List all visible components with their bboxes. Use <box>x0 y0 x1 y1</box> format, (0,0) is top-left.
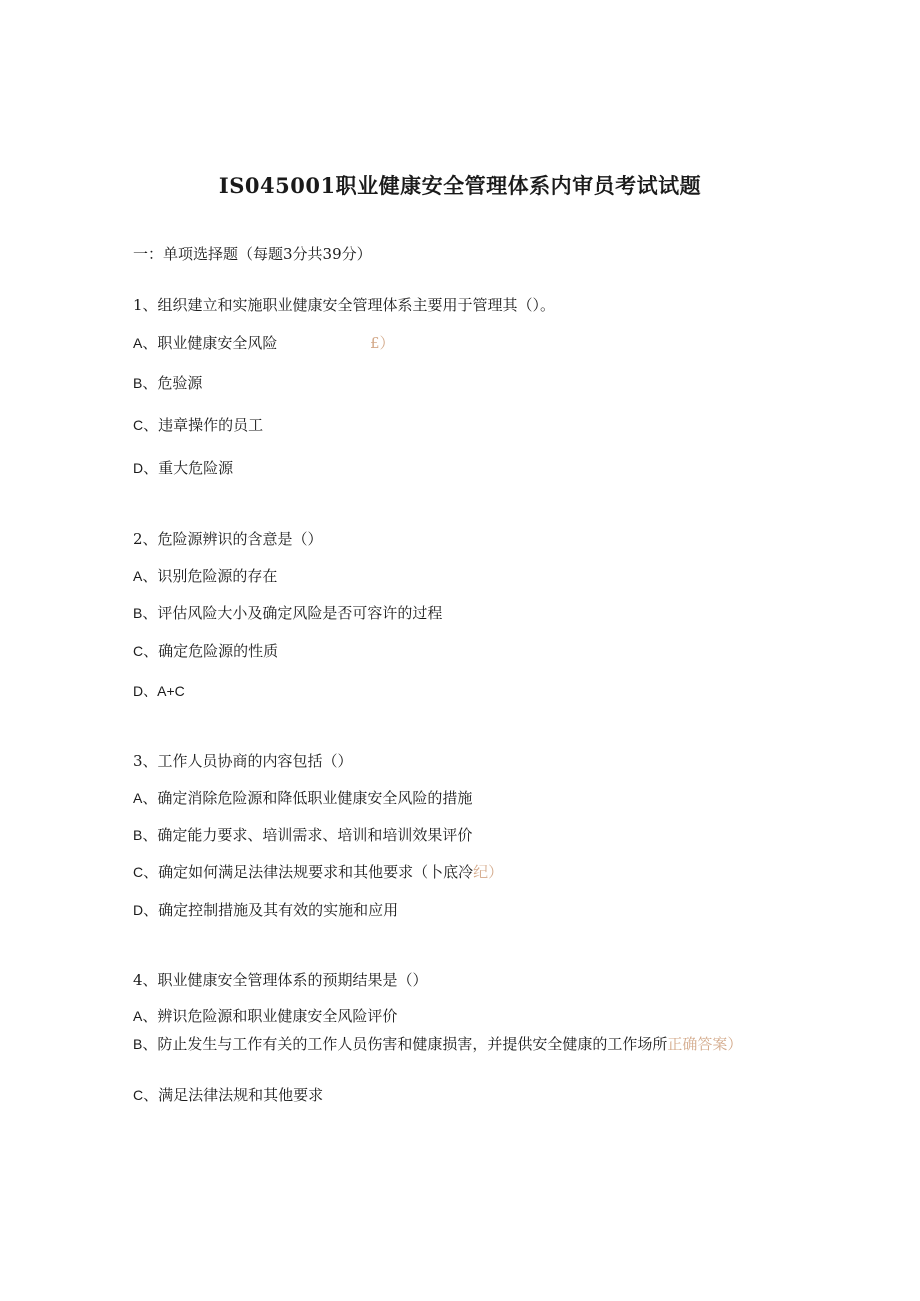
faint-annotation: 正确答案） <box>667 1035 743 1053</box>
option-letter: A <box>133 790 143 806</box>
answer-option <box>133 333 277 353</box>
option-letter: A <box>133 568 143 584</box>
answer-option <box>133 862 503 882</box>
option-letter: C <box>133 1087 144 1103</box>
question-stem: 1、组织建立和实施职业健康安全管理体系主要用于管理其（）。 <box>133 296 556 314</box>
answer-option <box>133 788 472 808</box>
answer-option <box>133 603 442 623</box>
option-letter: B <box>133 827 143 843</box>
document-title: IS045001职业健康安全管理体系内审员考试试题 <box>218 173 702 198</box>
option-letter: B <box>133 605 143 621</box>
answer-option <box>133 1085 323 1105</box>
answer-option <box>133 566 277 586</box>
option-text: 、识别危险源的存在 <box>142 567 278 585</box>
section-heading: 一：单项选择题（每题3分共39分） <box>133 245 372 263</box>
option-text: 、防止发生与工作有关的工作人员伤害和健康损害，并提供安全健康的工作场所 <box>142 1035 668 1053</box>
option-text: 、A+C <box>143 683 185 699</box>
answer-option <box>133 681 185 701</box>
option-text: 、确定控制措施及其有效的实施和应用 <box>143 901 399 919</box>
answer-option <box>133 1034 783 1055</box>
option-letter: B <box>133 375 143 391</box>
option-text: 、确定消除危险源和降低职业健康安全风险的措施 <box>142 789 473 807</box>
option-text: 、违章操作的员工 <box>143 416 264 434</box>
option-text: 、危验源 <box>142 374 203 392</box>
faint-annotation: £） <box>370 334 395 352</box>
option-text: 、评估风险大小及确定风险是否可容许的过程 <box>142 604 443 622</box>
answer-option <box>133 458 233 478</box>
option-letter: D <box>133 902 144 918</box>
option-letter: A <box>133 1008 143 1024</box>
option-letter: C <box>133 417 144 433</box>
option-text: 、重大危险源 <box>143 459 234 477</box>
option-text: 、确定能力要求、培训需求、培训和培训效果评价 <box>142 826 473 844</box>
option-text: 、职业健康安全风险 <box>142 334 278 352</box>
question-stem: 4、职业健康安全管理体系的预期结果是（） <box>133 971 428 989</box>
answer-option <box>133 641 278 661</box>
answer-option <box>133 1006 397 1026</box>
question-stem: 3、工作人员协商的内容包括（） <box>133 752 353 770</box>
answer-option <box>133 415 263 435</box>
option-text: 、确定危险源的性质 <box>143 642 279 660</box>
option-letter: C <box>133 864 144 880</box>
option-letter: A <box>133 335 143 351</box>
option-letter: D <box>133 683 144 699</box>
option-letter: C <box>133 643 144 659</box>
option-letter: D <box>133 460 144 476</box>
faint-annotation: 纪） <box>473 863 504 881</box>
option-text: 、辨识危险源和职业健康安全风险评价 <box>142 1007 398 1025</box>
option-text: 、满足法律法规和其他要求 <box>143 1086 324 1104</box>
option-letter: B <box>133 1036 143 1052</box>
option-text: 、确定如何满足法律法规要求和其他要求（卜底冷 <box>143 863 474 881</box>
answer-option <box>133 900 398 920</box>
answer-option <box>133 373 202 393</box>
question-stem: 2、危险源辨识的含意是（） <box>133 530 323 548</box>
answer-option <box>133 825 472 845</box>
